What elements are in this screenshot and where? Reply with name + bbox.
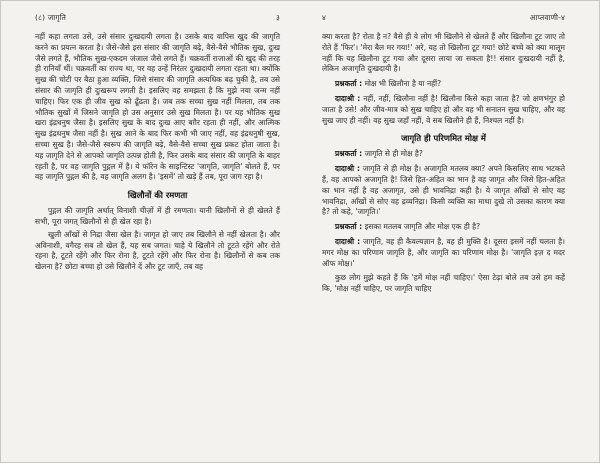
dialogue-text: जागृति से ही मोक्ष है। अजागृति मतलब क्या? अपने किसलिए साथ भटकते हैं, वह आपको अजागृति है! जिसे हित-अहित का भान है वह जागृत और जिसे हित-अहित का भान नहीं है वह अजागृत, उसे ही भावनिद्रा कही है। ये जागृत आँखों से सोए वह भावनिद्रा, आँखों से सोए वह द्रव्यनिद्रा। किसी व्यक्ति का माथा दुखे तो उसका कारण क्या है? तो कहे, 'जागृति।' (322, 164, 565, 217)
body-paragraph: कुछ लोग मुझे कहते हैं कि 'हमें मोक्ष नहीं चाहिए।' ऐसा टेढ़ा बोले तब उसे हम कहें कि, 'मोक्ष नहीं चाहिए, पर जागृति चाहिए (322, 273, 565, 294)
dialogue-speaker: दादाश्री : (335, 236, 361, 246)
dialogue-text: जागृति से ही मोक्ष है? (364, 149, 423, 159)
page-header-left (35, 13, 280, 23)
dialogue-answer (322, 94, 565, 126)
page-number-right: ४ (322, 13, 327, 22)
page-number-left: ३ (275, 13, 280, 22)
dialogue-answer (322, 237, 565, 269)
page-left (1, 1, 300, 462)
dialogue-answer (322, 164, 565, 218)
section-heading-moksha: जागृति ही परिणमित मोक्ष में (401, 133, 486, 144)
dialogue-question (322, 149, 565, 160)
page-header-right (322, 13, 565, 23)
dialogue-question (322, 79, 565, 90)
dialogue-text: मोक्ष भी खिलौना है या नहीं? (364, 79, 442, 89)
section-heading-toys: खिलौनों की रमणता (127, 190, 188, 201)
dialogue-text: जागृति, वह ही कैवल्यज्ञान है, वह ही मुक्ति है। दूसरा इसमें नहीं चलता है। मगर मोक्ष का परिणाम जागृति है, और जागृति का परिणाम मोक्ष है। 'जागृति इज़ द मदर ऑफ मोक्ष।' (322, 236, 565, 268)
dialogue-speaker: दादाश्री : (335, 93, 361, 103)
dialogue-speaker: दादाश्री : (335, 164, 361, 174)
dialogue-text: नहीं, नहीं, खिलौना नहीं है! खिलौना किसे कहा जाता है? जो क्षणभंगुर हो जाता है उसे! और जीव-मात्र को सुख चाहिए हो और वह भी सनातन सुख चाहिए, और वह सुख जाए ही नहीं। वह सुख जहाँ नहीं, वे सब खिलौने ही हैं, निश्चल नहीं है। (322, 93, 566, 125)
body-paragraph: क्या करता है? रोता है न? वैसे ही ये लोग भी खिलौने से खेलते हैं और खिलौना टूट जाए तो रोते हैं 'फिर'। 'मेरा बैल मर गया!' अरे, यह तो खिलौना टूट गया! छोटे बच्चे को क्या मालूम नहीं कि यह खिलौना टूट गया और दूसरा लाया जा सकता है!! संसार दुःखदायी नहीं है, लेकिन अजागृति दुःखदायी है। (322, 32, 565, 74)
body-paragraph: पुद्गल की जागृति अर्थात् विनाशी चीज़ों में ही रमणता। यानी खिलौनों से ही खेलते हैं सभी, पूरा जगत् खिलौनों से ही खेल रहा है। (35, 206, 280, 226)
dialogue-question (322, 222, 565, 233)
page-right (300, 1, 599, 462)
dialogue-speaker: प्रश्नकर्ता : (335, 79, 363, 89)
running-title-left: (८) जागृति (35, 13, 67, 22)
body-paragraph: खुली आँखों से निद्रा जैसा खेल है। जागृत हो जाए तब खिलौने से नहीं खेलता है। और अविनाशी, वगैरह सब तो खेल हैं, यह सब जगत। चाहे ये खिलौने तो टूटते रहेंगे और रोते रहना है, टूटते रहेंगे और फिर रोना है, टूटते रहेंगे और फिर रोना है। खिलौनों से कब तक खेलना है? छोटा बच्चा हो उसे खिलौने दें और टूट जाएँ, तब वह (35, 229, 280, 272)
body-paragraph: नहीं कहा लगता उसे, उसे संसार दुःखदायी लगता है। उसके बाद वापिस खुद की जागृति करने का प्रयत्न करता है। जैसे-जैसे इस संसार की जागृति बढ़े, वैसे-वैसे भौतिक सुख, दुःख जैसे लगते हैं, भौतिक सुख-एकदम जंजाल जैसे लगते हैं। चक्रवर्ती राजाओं की खुद की तरह ही रानियाँ थीं। चक्रवर्ती का राज्य था, पर वह उन्हें निरंतर दुःखदायी लगता रहता था। क्योंकि सुख की चोटी पर बैठा हुआ व्यक्ति, जिसे संसार की जागृति अत्यधिक बढ़ चुकी है, तब उसे संसार की जागृति ही दुःखरूप लगती है। इसलिए वह समझता है कि मुझे नया जन्म नहीं चाहिए। फिर एक ही जीव सुख को ढूँढता है। जब तक सच्चा सुख नहीं मिलता, तब तक भौतिक सुखों में जिसने जागृति हो उस अनुसार उसे सुख मिलता है। पर यह भौतिक सुख खरा इंद्रधनुष जैसा है। इसलिए सुख के बाद दुःख आए बग़ैर रहता ही नहीं, और आत्मिक सुख इंद्रधनुष जैसा नहीं है। सुख आने के बाद फिर कभी भी जाए नहीं, वह इंद्रधनुषी सुख, सच्चा सुख है। जैसे-जैसे स्वरूप की जागृति बढ़े, वैसे-वैसे सच्चा सुख प्रकट होता जाता है। यह जागृति देने से आपको जागृति उत्पन्न होती है, फिर उसके बाद संसार की जागृति के बाहर रहती है, पर वह जागृति पुद्गल में है। ये फॉरेन के साइन्टिस्ट 'जागृति, जागृति' बोलते हैं, पर वह जागृति पुद्गल की है, वह जागृति अलग है। 'इसमें' तो खड़े हैं तब, पूरा जाग रहा है। (35, 32, 280, 182)
running-title-right: आप्तवाणी-४ (529, 13, 565, 22)
dialogue-speaker: प्रश्नकर्ता : (335, 149, 363, 159)
dialogue-speaker: प्रश्नकर्ता : (335, 222, 363, 232)
dialogue-text: इसका मतलब जागृति और मोक्ष एक ही है? (364, 222, 481, 232)
